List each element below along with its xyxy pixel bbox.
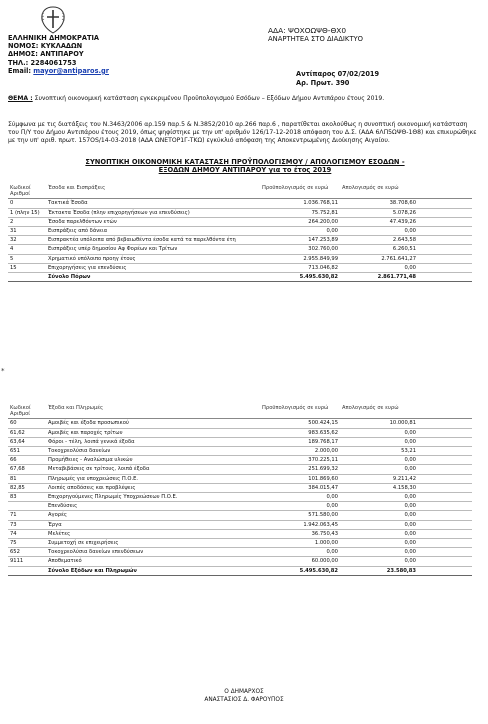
total-budget: 5.495.630,82 bbox=[260, 566, 340, 575]
row-budget: 189.768,17 bbox=[260, 437, 340, 446]
table-row bbox=[8, 437, 472, 446]
row-code: 652 bbox=[8, 548, 46, 557]
table-row bbox=[8, 419, 472, 428]
row-code: 73 bbox=[8, 520, 46, 529]
row-code: 75 bbox=[8, 539, 46, 548]
row-actual: 0,00 bbox=[340, 456, 418, 465]
row-budget: 2.955.849,99 bbox=[260, 254, 340, 263]
row-actual: 4.158,30 bbox=[340, 483, 418, 492]
row-description: Αποθεματικό bbox=[46, 557, 260, 566]
row-budget: 983.635,62 bbox=[260, 428, 340, 437]
document-date: Αντίπαρος 07/02/2019 bbox=[296, 70, 380, 78]
row-actual: 38.708,60 bbox=[340, 199, 418, 208]
header-description: Έξοδα και Πληρωμές bbox=[46, 404, 260, 419]
row-budget: 2.000,00 bbox=[260, 447, 340, 456]
document-title bbox=[40, 158, 450, 175]
expense-table bbox=[8, 404, 472, 576]
row-description: Έργα bbox=[46, 520, 260, 529]
table-row bbox=[8, 227, 472, 236]
signatory-name: ΑΝΑΣΤΑΣΙΟΣ Δ. ΦΑΡΟΥΠΟΣ bbox=[204, 697, 284, 704]
row-budget: 0,00 bbox=[260, 502, 340, 511]
issuer-phone: ΤΗΛ.: 2284061753 bbox=[8, 58, 77, 67]
row-actual: 2.761.641,27 bbox=[340, 254, 418, 263]
row-description: Λοιπές αποδόσεις και προβλέψεις bbox=[46, 483, 260, 492]
row-code: 82,85 bbox=[8, 483, 46, 492]
table-row bbox=[8, 245, 472, 254]
row-code: 60 bbox=[8, 419, 46, 428]
row-description: Έκτακτα Έσοδα (πλην επιχορηγήσεων για επενδύσεις) bbox=[46, 208, 260, 217]
row-code: 0 bbox=[8, 199, 46, 208]
issuer-municipality: ΔΗΜΟΣ: ΑΝΤΙΠΑΡΟΥ bbox=[8, 50, 84, 59]
signature-block bbox=[150, 688, 338, 705]
table-row bbox=[8, 236, 472, 245]
table-row bbox=[8, 529, 472, 538]
total-row bbox=[8, 566, 472, 575]
table-row bbox=[8, 548, 472, 557]
subject-text: Συνοπτική οικονομική κατάσταση εγκεκριμένου Προϋπολογισμού Εσόδων – Εξόδων Δήμου Αντιπάρου έτους 2019. bbox=[34, 95, 385, 102]
row-description: Επενδύσεις bbox=[46, 502, 260, 511]
row-description: Μελέτες bbox=[46, 529, 260, 538]
row-actual: 0,00 bbox=[340, 520, 418, 529]
row-budget: 0,00 bbox=[260, 548, 340, 557]
row-actual: 47.439,26 bbox=[340, 217, 418, 226]
subject-line bbox=[8, 95, 478, 103]
greek-emblem-icon bbox=[40, 6, 66, 34]
header-budget: Προϋπολογισμός σε ευρώ bbox=[260, 184, 340, 199]
row-budget: 0,00 bbox=[260, 227, 340, 236]
row-code: 4 bbox=[8, 245, 46, 254]
row-budget: 60.000,00 bbox=[260, 557, 340, 566]
issuer-email bbox=[8, 67, 228, 75]
row-actual: 0,00 bbox=[340, 511, 418, 520]
total-actual: 2.861.771,48 bbox=[340, 273, 418, 282]
margin-mark: * bbox=[1, 367, 5, 375]
issuer-country: ΕΛΛΗΝΙΚΗ ΔΗΜΟΚΡΑΤΙΑ bbox=[8, 34, 100, 42]
email-link[interactable]: mayor@antiparos.gr bbox=[33, 66, 109, 75]
row-code: 1 (πλην 15) bbox=[8, 208, 46, 217]
row-description: Επιχορηγήσεις για επενδύσεις bbox=[46, 263, 260, 272]
header-actual: Απολογισμός σε ευρώ bbox=[340, 184, 418, 199]
row-description: Αγορές bbox=[46, 511, 260, 520]
title-line-1: ΣΥΝΟΠΤΙΚΗ ΟΙΚΟΝΟΜΙΚΗ ΚΑΤΑΣΤΑΣΗ ΠΡΟΫΠΟΛΟΓΙΣΜΟΥ / ΑΠΟΛΟΓΙΣΜΟΥ ΕΣΟΔΩΝ - bbox=[85, 158, 405, 166]
table-row bbox=[8, 456, 472, 465]
title-line-2: ΕΞΟΔΩΝ ΔΗΜΟΥ ΑΝΤΙΠΑΡΟΥ για το έτος 2019 bbox=[158, 166, 332, 175]
row-budget: 264.200,00 bbox=[260, 217, 340, 226]
row-budget: 101.869,60 bbox=[260, 474, 340, 483]
row-actual: 0,00 bbox=[340, 529, 418, 538]
table-row bbox=[8, 254, 472, 263]
table-row bbox=[8, 493, 472, 502]
table-row bbox=[8, 217, 472, 226]
row-code: 63,64 bbox=[8, 437, 46, 446]
row-description: Αμοιβές και έξοδα προσωπικού bbox=[46, 419, 260, 428]
date-protocol-block bbox=[296, 70, 476, 87]
row-budget: 1.000,00 bbox=[260, 539, 340, 548]
row-budget: 36.750,43 bbox=[260, 529, 340, 538]
row-actual: 53,21 bbox=[340, 447, 418, 456]
total-label: Σύνολο Πόρων bbox=[46, 273, 260, 282]
row-actual: 10.000,81 bbox=[340, 419, 418, 428]
table-row bbox=[8, 502, 472, 511]
row-description: Τοκοχρεολύσια δανείων bbox=[46, 447, 260, 456]
header-actual: Απολογισμός σε ευρώ bbox=[340, 404, 418, 419]
table-row bbox=[8, 511, 472, 520]
row-description: Έσοδα παρελθόντων ετών bbox=[46, 217, 260, 226]
header-code: Κωδικοί Αριθμοί bbox=[8, 404, 46, 419]
table-row bbox=[8, 483, 472, 492]
row-budget: 251.699,32 bbox=[260, 465, 340, 474]
ada-block bbox=[268, 26, 468, 44]
ada-code: ΑΔΑ: ΨΟΧΟΩΨΘ-ΘΧ0 bbox=[268, 26, 347, 35]
row-description: Χρηματικό υπόλοιπο προηγ έτους bbox=[46, 254, 260, 263]
row-code: 15 bbox=[8, 263, 46, 272]
row-code: 81 bbox=[8, 474, 46, 483]
row-code bbox=[8, 502, 46, 511]
row-description: Τοκοχρεολύσια δανείων επενδύσεων bbox=[46, 548, 260, 557]
row-actual: 5.078,26 bbox=[340, 208, 418, 217]
row-code: 74 bbox=[8, 529, 46, 538]
row-budget: 75.752,81 bbox=[260, 208, 340, 217]
posting-note: ΑΝΑΡΤΗΤΕΑ ΣΤΟ ΔΙΑΔΙΚΤΥΟ bbox=[268, 35, 364, 43]
row-budget: 500.424,15 bbox=[260, 419, 340, 428]
row-actual: 2.643,58 bbox=[340, 236, 418, 245]
row-code: 71 bbox=[8, 511, 46, 520]
row-actual: 0,00 bbox=[340, 539, 418, 548]
table-row bbox=[8, 539, 472, 548]
row-code: 83 bbox=[8, 493, 46, 502]
row-actual: 0,00 bbox=[340, 502, 418, 511]
row-budget: 1.942.063,45 bbox=[260, 520, 340, 529]
row-code: 5 bbox=[8, 254, 46, 263]
issuer-prefecture: ΝΟΜΟΣ: ΚΥΚΛΑΔΩΝ bbox=[8, 42, 83, 51]
row-code: 66 bbox=[8, 456, 46, 465]
row-description: Προμήθειες - Αναλώσιμα υλικών bbox=[46, 456, 260, 465]
row-actual: 0,00 bbox=[340, 557, 418, 566]
row-description: Αμοιβές και παροχές τρίτων bbox=[46, 428, 260, 437]
row-actual: 6.260,51 bbox=[340, 245, 418, 254]
expense-rows bbox=[8, 419, 472, 575]
row-code: 9111 bbox=[8, 557, 46, 566]
table-row bbox=[8, 263, 472, 272]
protocol-number: Αρ. Πρωτ. 390 bbox=[296, 78, 350, 87]
total-actual: 23.580,83 bbox=[340, 566, 418, 575]
row-budget: 0,00 bbox=[260, 493, 340, 502]
issuer-block bbox=[8, 34, 228, 75]
header-budget: Προϋπολογισμός σε ευρώ bbox=[260, 404, 340, 419]
table-row bbox=[8, 474, 472, 483]
row-code: 61,62 bbox=[8, 428, 46, 437]
header-code: Κωδικοί Αριθμοί bbox=[8, 184, 46, 199]
table-row bbox=[8, 199, 472, 208]
row-budget: 370.225,11 bbox=[260, 456, 340, 465]
signatory-role: Ο ΔΗΜΑΡΧΟΣ bbox=[224, 689, 264, 695]
total-budget: 5.495.630,82 bbox=[260, 273, 340, 282]
row-code: 67,68 bbox=[8, 465, 46, 474]
table-row bbox=[8, 465, 472, 474]
total-code bbox=[8, 566, 46, 575]
row-budget: 571.580,00 bbox=[260, 511, 340, 520]
row-code: 2 bbox=[8, 217, 46, 226]
total-row bbox=[8, 273, 472, 282]
row-actual: 9.211,42 bbox=[340, 474, 418, 483]
row-actual: 0,00 bbox=[340, 428, 418, 437]
table-row bbox=[8, 428, 472, 437]
table-row bbox=[8, 520, 472, 529]
row-description: Εισπράξεις από δάνεια bbox=[46, 227, 260, 236]
row-code: 651 bbox=[8, 447, 46, 456]
table-row bbox=[8, 208, 472, 217]
total-label: Σύνολο Εξόδων και Πληρωμών bbox=[46, 566, 260, 575]
header-description: Έσοδα και Εισπράξεις bbox=[46, 184, 260, 199]
row-code: 32 bbox=[8, 236, 46, 245]
row-description: Μεταβιβάσεις σε τρίτους, λοιπά έξοδα bbox=[46, 465, 260, 474]
row-actual: 0,00 bbox=[340, 493, 418, 502]
row-actual: 0,00 bbox=[340, 263, 418, 272]
expense-header-row bbox=[8, 404, 472, 419]
row-actual: 0,00 bbox=[340, 465, 418, 474]
row-actual: 0,00 bbox=[340, 227, 418, 236]
intro-paragraph: Σύμφωνα με τις διατάξεις του Ν.3463/2006 αρ.159 παρ.5 & Ν.3852/2010 αρ.266 παρ.6 , παρατίθεται ακολούθως η συνοπτική οικονομική κατάσταση του Π/Υ του Δήμου Αντιπάρου έτους 2019, όπως ψηφίστηκε με την υπ' αριθμόν 126/17-12-2018 απόφαση του Δ.Σ. (ΑΔΑ 6ΛΠ5ΩΨΘ-1Θ8) και επικυρώθηκε με την υπ' αριθ. πρωτ. 157OS/14-03-2018 (ΑΔΑ ΩΝΕΤΟΡ1Γ-ΤΚΩ) εγκύκλιό απόφαση της Αποκεντρωμένης Διοίκησης Αιγαίου. bbox=[8, 121, 477, 144]
row-budget: 713.046,82 bbox=[260, 263, 340, 272]
row-description: Εισπράξεις υπέρ δημοσίου Αφ Φορέων και Τρίτων bbox=[46, 245, 260, 254]
income-rows bbox=[8, 199, 472, 282]
row-budget: 384.015,47 bbox=[260, 483, 340, 492]
row-description: Τακτικά Έσοδα bbox=[46, 199, 260, 208]
row-actual: 0,00 bbox=[340, 437, 418, 446]
row-description: Πληρωμές για υποχρεώσεις Π.Ο.Ε. bbox=[46, 474, 260, 483]
row-code: 31 bbox=[8, 227, 46, 236]
row-budget: 302.760,00 bbox=[260, 245, 340, 254]
table-row bbox=[8, 557, 472, 566]
row-budget: 1.036.768,11 bbox=[260, 199, 340, 208]
row-description: Φόροι - τέλη, λοιπά γενικά έξοδα bbox=[46, 437, 260, 446]
email-label: Email: bbox=[8, 66, 31, 75]
total-code bbox=[8, 273, 46, 282]
row-description: Συμμετοχή σε επιχειρήσεις bbox=[46, 539, 260, 548]
row-description: Επιχορηγούμενες Πληρωμές Υποχρεώσεων Π.Ο.Ε. bbox=[46, 493, 260, 502]
income-header-row bbox=[8, 184, 472, 199]
income-table bbox=[8, 184, 472, 282]
subject-label: ΘΕΜΑ : bbox=[8, 95, 33, 102]
row-actual: 0,00 bbox=[340, 548, 418, 557]
row-budget: 147.253,89 bbox=[260, 236, 340, 245]
row-description: Εισπρακτέα υπόλοιπα από βεβαιωθέντα έσοδα κατά τα παρελθόντα έτη bbox=[46, 236, 260, 245]
table-row bbox=[8, 447, 472, 456]
